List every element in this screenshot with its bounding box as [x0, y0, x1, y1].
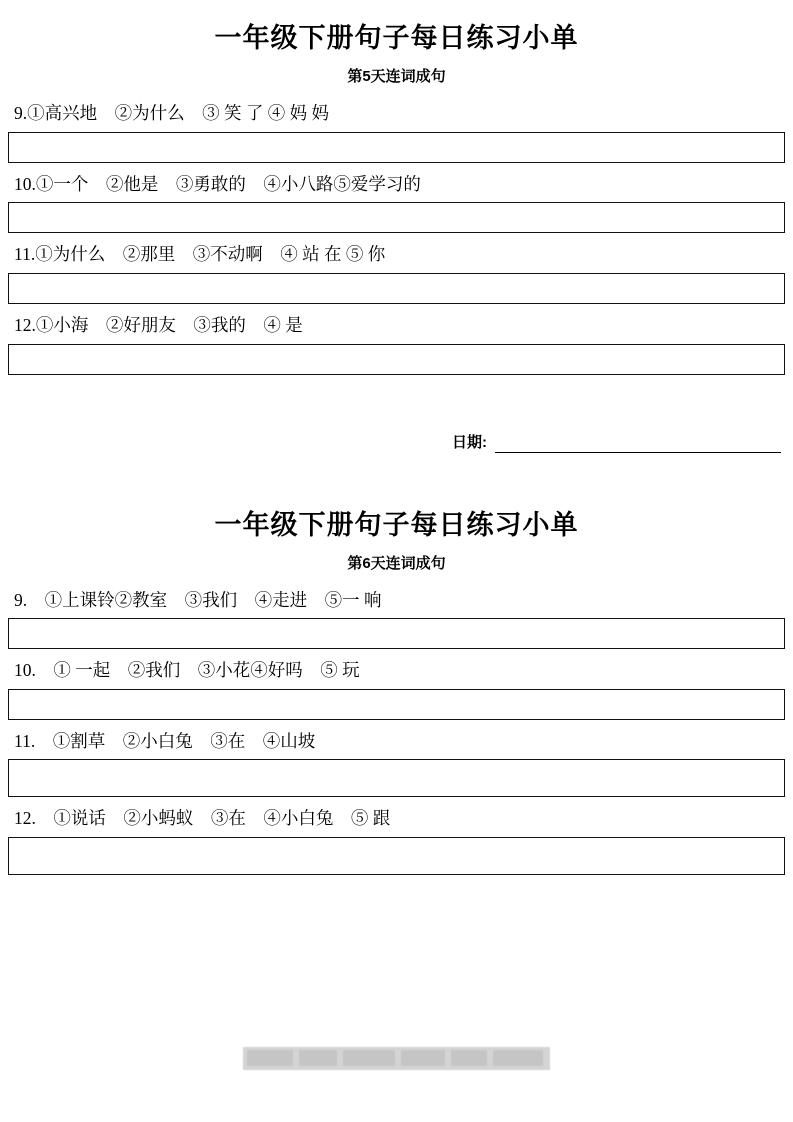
question-text: 9.①高兴地 ②为什么 ③ 笑 了 ④ 妈 妈 — [14, 103, 329, 123]
answer-box[interactable] — [8, 273, 785, 304]
date-row — [8, 431, 785, 453]
date-label: 日期: — [452, 433, 487, 451]
question-block — [8, 659, 785, 720]
answer-box[interactable] — [8, 132, 785, 163]
answer-box[interactable] — [8, 759, 785, 797]
question-text: 11. ①割草 ②小白兔 ③在 ④山坡 — [14, 730, 316, 751]
page-subtitle-day5: 第5天连词成句 — [347, 68, 446, 85]
question-text: 12. ①说话 ②小蚂蚁 ③在 ④小白兔 ⑤ 跟 — [14, 808, 391, 829]
section-divider-space — [8, 453, 785, 487]
question-text: 10.①一个 ②他是 ③勇敢的 ④小八路⑤爱学习的 — [14, 173, 421, 194]
answer-box[interactable] — [8, 689, 785, 720]
question-block — [8, 314, 785, 375]
question-block — [8, 102, 785, 163]
answer-box[interactable] — [8, 837, 785, 875]
worksheet-day6 — [8, 487, 785, 876]
question-text: 10. ① 一起 ②我们 ③小花④好吗 ⑤ 玩 — [14, 660, 360, 681]
question-text: 9. ①上课铃②教室 ③我们 ④走进 ⑤一 响 — [14, 589, 382, 610]
date-input-line[interactable] — [495, 438, 781, 453]
question-text: 12.①小海 ②好朋友 ③我的 ④ 是 — [14, 314, 303, 335]
question-block — [8, 243, 785, 304]
question-block — [8, 807, 785, 875]
worksheet-day5 — [8, 0, 785, 453]
page-title-day5: 一年级下册句子每日练习小单 — [214, 23, 579, 53]
question-block — [8, 173, 785, 234]
answer-box[interactable] — [8, 202, 785, 233]
answer-box[interactable] — [8, 618, 785, 649]
answer-box[interactable] — [8, 344, 785, 375]
question-block — [8, 730, 785, 798]
question-text: 11.①为什么 ②那里 ③不动啊 ④ 站 在 ⑤ 你 — [14, 244, 386, 265]
question-block — [8, 589, 785, 650]
redacted-footer-watermark — [243, 1047, 550, 1070]
page-title-day6: 一年级下册句子每日练习小单 — [214, 509, 579, 540]
page-subtitle-day6: 第6天连词成句 — [347, 554, 446, 572]
